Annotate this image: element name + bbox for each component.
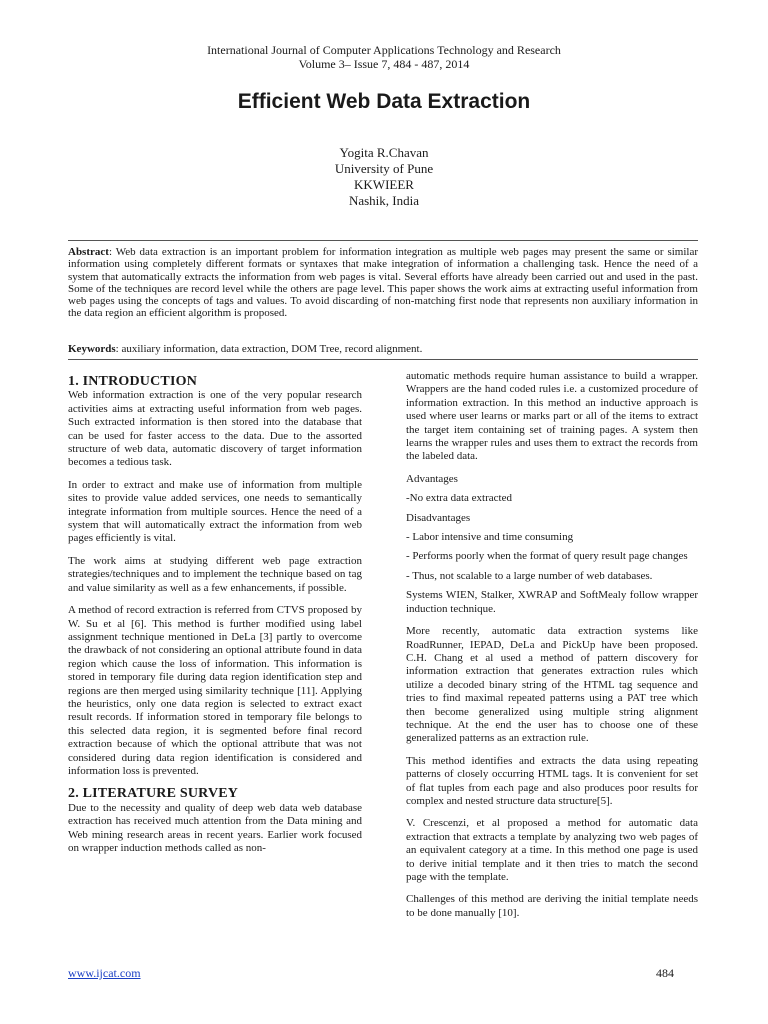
journal-volume: Volume 3– Issue 7, 484 - 487, 2014	[298, 57, 470, 71]
keywords	[68, 343, 698, 356]
author-name: Yogita R.Chavan	[339, 145, 429, 160]
paragraph: automatic methods require human assistance to build a wrapper. Wrappers are the hand coded rules i.e. a customized procedure of information extraction. In this method an inductive approach is used where user learns or marks part or all of the items to extract the target item containing set of training pages. A system then learns the wrapper rules and uses them to extract the records from the labeled data.	[406, 370, 698, 463]
section-heading-introduction: 1. INTRODUCTION	[68, 374, 198, 389]
paragraph: Challenges of this method are deriving the initial template needs to be done manually [10].	[406, 893, 698, 919]
list-item: - Performs poorly when the format of query result page changes	[406, 550, 688, 563]
paragraph: More recently, automatic data extraction systems like RoadRunner, IEPAD, DeLa and PickUp have been proposed. C.H. Chang et al used a method of pattern discovery for information extraction that generates extraction rules which utilize a decoded binary string of the HTML tag sequence and tries to find maximal repeated patterns using a PAT tree which then become generalized using multiple string alignment technique. At the end the user has to choose one of these generalized patterns as an extraction rule.	[406, 625, 698, 745]
paper-title: Efficient Web Data Extraction	[237, 90, 531, 113]
keywords-text: : auxiliary information, data extraction, DOM Tree, record alignment.	[115, 343, 423, 355]
journal-name: International Journal of Computer Applications Technology and Research	[207, 43, 561, 57]
keywords-label: Keywords	[68, 343, 116, 355]
page-number: 484	[656, 966, 674, 980]
abstract-text: : Web data extraction is an important problem for information integration as multiple web pages may present the same or similar information using completely different formats or syntaxes that make integration of information a challenging task. Hence the need of a system that automatically extracts the information from web pages is vital. Several efforts have already been carried out and used in the past. Some of the techniques are record level while the others are page level. This paper shows the work aims at extracting useful information from web pages using the concepts of tags and values. To avoid discarding of non-matching first node that represents non auxiliary information in the data region an efficient algorithm is proposed.	[68, 246, 698, 320]
paragraph: A method of record extraction is referred from CTVS proposed by W. Su et al [6]. This method is further modified using label assignment technique mentioned in DeLa [3] partly to overcome the drawback of not considering an optional attribute found in data region which cause the loss of information. This information is stored in temporary file during data region identification step and regions are then merged using similarity technique [11]. Applying the heuristics, only one data region is selected to extract exact result records. If information stored in temporary file belongs to this selected data region, it is segmented before final record extraction because of which the optional attribute that was not considered during data region identification is considered and information loss is prevented.	[68, 604, 362, 777]
journal-website-link[interactable]: www.ijcat.com	[68, 966, 141, 980]
paragraph: Systems WIEN, Stalker, XWRAP and SoftMealy follow wrapper induction technique.	[406, 589, 698, 615]
list-item: -No extra data extracted	[406, 492, 512, 505]
author-location: Nashik, India	[348, 193, 420, 208]
divider-bottom	[68, 359, 698, 360]
paragraph: In order to extract and make use of information from multiple sites to provide value added services, one needs to semantically integrate information from multiple sources. Hence the need of a system that will automatically extract the information from web pages efficiently is vital.	[68, 478, 362, 545]
section-heading-literature-survey: 2. LITERATURE SURVEY	[68, 786, 239, 802]
advantages-label: Advantages	[406, 472, 458, 485]
list-item: - Thus, not scalable to a large number of web databases.	[406, 569, 653, 582]
author-block	[0, 145, 768, 209]
paragraph: Web information extraction is one of the very popular research activities aims at extracting useful information from web pages. Such extracted information is then stored into the database that can be used for faster access to the data. Due to the assorted structure of web data, automatic discovery of target information becomes a tedious task.	[68, 389, 362, 469]
paragraph: V. Crescenzi, et al proposed a method for automatic data extraction that extracts a template by analyzing two web pages of an equivalent category at a time. In this method one page is used to derive initial template and it then tries to match the second page with the template.	[406, 817, 698, 883]
abstract	[68, 246, 698, 320]
disadvantages-label: Disadvantages	[406, 511, 471, 524]
paragraph: Due to the necessity and quality of deep web data web database extraction has received much attention from the Data mining and Web mining research areas in recent years. Earlier work focused on wrapper induction methods called as non-	[68, 801, 362, 854]
left-column	[68, 370, 362, 864]
right-column	[406, 370, 698, 929]
list-item: - Labor intensive and time consuming	[406, 531, 574, 544]
paragraph: This method identifies and extracts the data using repeating patterns of closely occurring HTML tags. It is convenient for set of flat tuples from each page and also produces poor results for complex and nested structure data structure[5].	[406, 754, 698, 807]
divider-top	[68, 240, 698, 241]
abstract-label: Abstract	[68, 246, 109, 258]
author-university: University of Pune	[334, 161, 434, 176]
author-institute: KKWIEER	[354, 177, 414, 192]
paragraph: The work aims at studying different web page extraction strategies/techniques and to implement the technique based on tag and value similarity as well as a few enhancements, if possible.	[68, 554, 362, 594]
